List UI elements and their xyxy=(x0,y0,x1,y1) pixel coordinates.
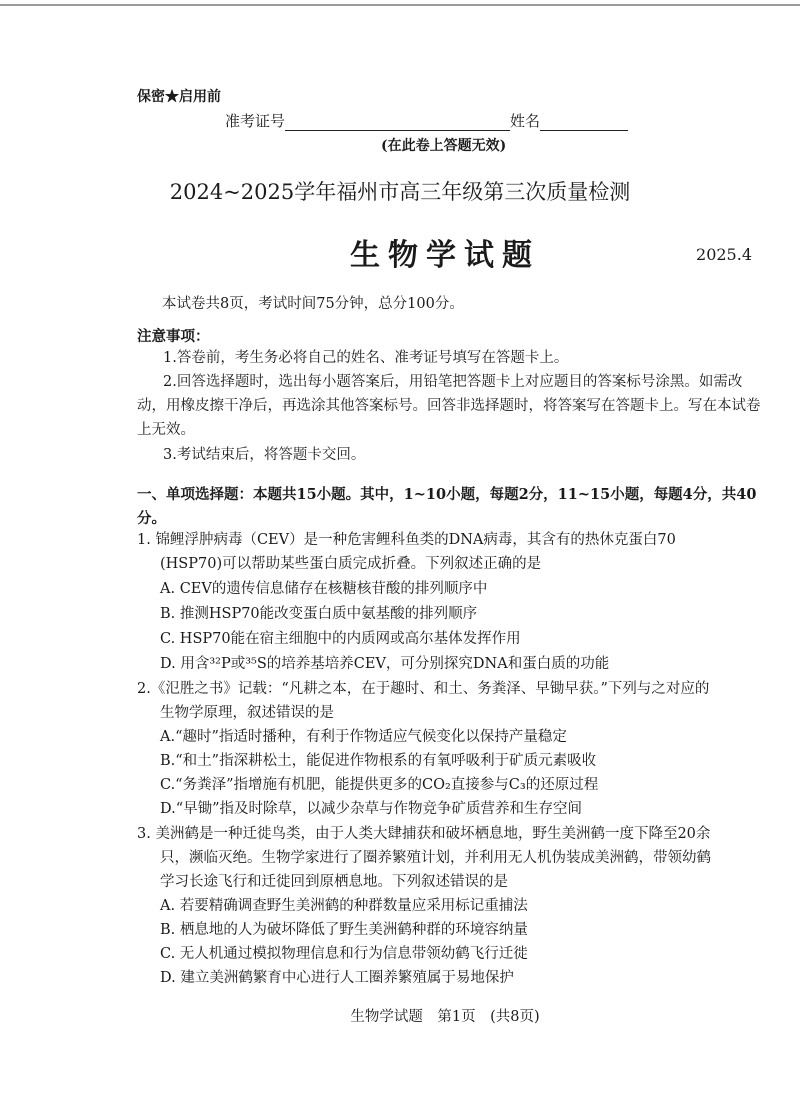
section-heading: 一、单项选择题：本题共15小题。其中，1~10小题，每题2分，11~15小题，每题4分，共40分。 xyxy=(137,486,757,527)
question-3-stem: 只，濒临灭绝。生物学家进行了圈养繁殖计划，并利用无人机伪装成美洲鹤，带领幼鹤 xyxy=(160,850,711,866)
question-2-stem: 2.《氾胜之书》记载：“凡耕之本，在于趣时、和土、务粪泽、早锄早获。”下列与之对应的 xyxy=(137,681,710,697)
invalid-note: (在此卷上答题无效) xyxy=(381,138,507,154)
question-1-option-b: B. 推测HSP70能改变蛋白质中氨基酸的排列顺序 xyxy=(160,606,478,622)
question-3-option-d: D. 建立美洲鹤繁育中心进行人工圈养繁殖属于易地保护 xyxy=(160,970,514,986)
question-2-option-a: A.“趣时”指适时播种，有利于作物适应气候变化以保持产量稳定 xyxy=(160,729,567,745)
scan-top-edge xyxy=(0,4,800,6)
question-2-option-b: B.“和土”指深耕松土，能促进作物根系的有氧呼吸利于矿质元素吸收 xyxy=(160,753,597,769)
question-1-option-d: D. 用含³²P或³⁵S的培养基培养CEV，可分别探究DNA和蛋白质的功能 xyxy=(160,656,610,672)
question-3-option-a: A. 若要精确调查野生美洲鹤的种群数量应采用标记重捕法 xyxy=(160,898,528,914)
confidential-label: 保密★启用前 xyxy=(137,89,221,105)
question-1-option-a: A. CEV的遗传信息储存在核糖核苷酸的排列顺序中 xyxy=(160,581,488,597)
question-1-option-c: C. HSP70能在宿主细胞中的内质网或高尔基体发挥作用 xyxy=(160,631,521,647)
question-3-option-c: C. 无人机通过模拟物理信息和行为信息带领幼鹤飞行迁徙 xyxy=(160,946,528,962)
subject-title: 生物学试题 xyxy=(350,238,540,273)
question-2-option-d: D.“早锄”指及时除草，以减少杂草与作物竞争矿质营养和生存空间 xyxy=(160,801,583,817)
notice-item: 2.回答选择题时，选出每小题答案后，用铅笔把答题卡上对应题目的答案标号涂黑。如需改动，用橡皮擦干净后，再选涂其他答案标号。回答非选择题时，将答案写在答题卡上。写在本试卷上无效。 xyxy=(137,374,761,438)
question-2-stem: 生物学原理，叙述错误的是 xyxy=(160,705,334,721)
exam-date: 2025.4 xyxy=(696,245,752,264)
exam-title: 2024~2025学年福州市高三年级第三次质量检测 xyxy=(169,180,631,204)
name-field[interactable] xyxy=(540,114,628,131)
page-footer: 生物学试题 第1页 (共8页) xyxy=(350,1009,540,1025)
question-2-option-c: C.“务粪泽”指增施有机肥，能提供更多的CO₂直接参与C₃的还原过程 xyxy=(160,777,599,793)
notice-item: 3.考试结束后，将答题卡交回。 xyxy=(163,447,366,463)
notice-item: 1.答卷前，考生务必将自己的姓名、准考证号填写在答题卡上。 xyxy=(163,350,569,366)
exam-id-row xyxy=(225,110,628,131)
question-3-stem: 3. 美洲鹤是一种迁徙鸟类，由于人类大肆捕获和破坏栖息地，野生美洲鹤一度下降至20余 xyxy=(137,826,711,842)
question-1-stem: (HSP70)可以帮助某些蛋白质完成折叠。下列叙述正确的是 xyxy=(160,556,542,572)
question-3-stem: 学习长途飞行和迁徙回到原栖息地。下列叙述错误的是 xyxy=(160,874,508,890)
notice-title: 注意事项： xyxy=(137,328,210,345)
exam-id-label: 准考证号 xyxy=(225,112,286,130)
exam-id-field[interactable] xyxy=(285,114,510,131)
name-label: 姓名 xyxy=(510,112,541,130)
question-3-option-b: B. 栖息地的人为破坏降低了野生美洲鹤种群的环境容纳量 xyxy=(160,922,528,938)
question-1-stem: 1. 锦鲤浮肿病毒（CEV）是一种危害鲤科鱼类的DNA病毒，其含有的热休克蛋白70 xyxy=(137,532,676,548)
exam-info: 本试卷共8页，考试时间75分钟，总分100分。 xyxy=(162,296,464,312)
